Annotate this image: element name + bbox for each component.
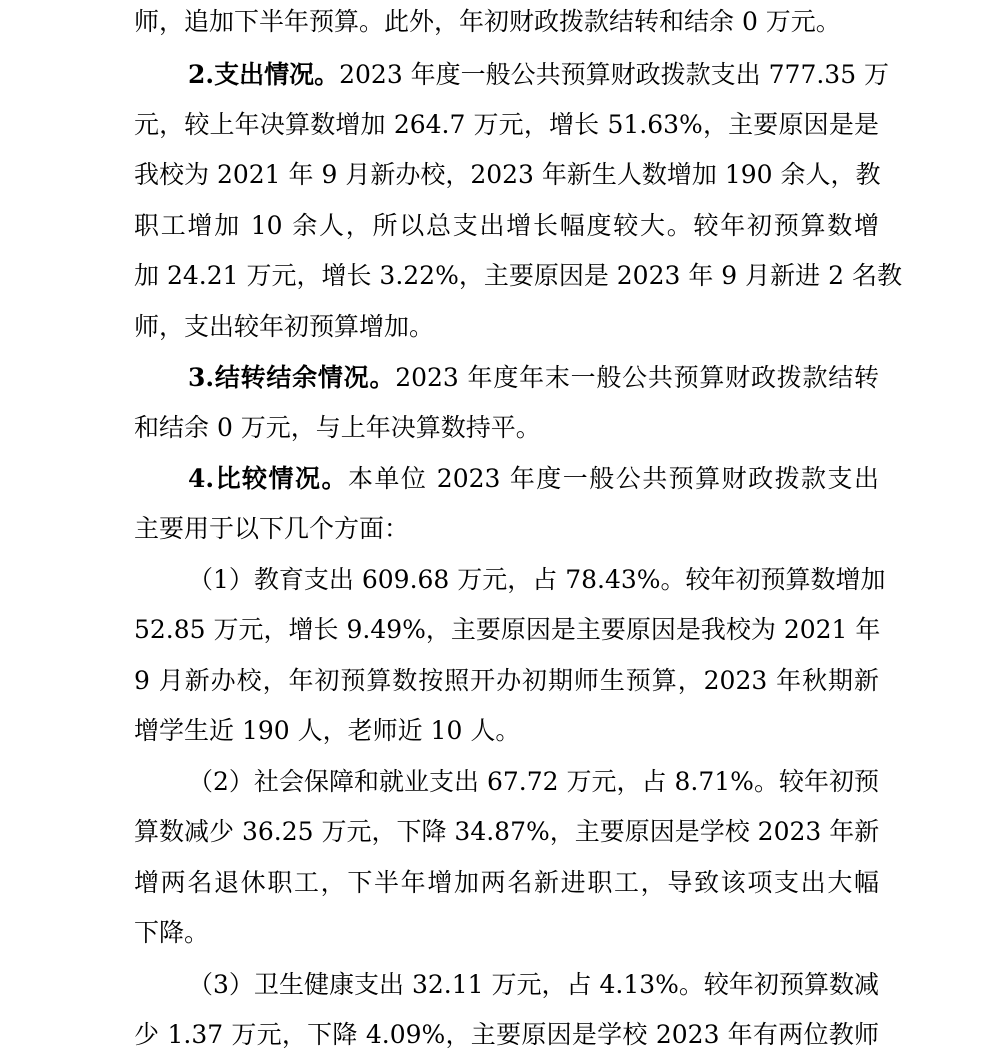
paragraph-line bbox=[134, 716, 520, 746]
line-text: 9 月新办校，年初预算数按照开办初期师生预算，2023 年秋期新 bbox=[134, 666, 879, 695]
line-text: 我校为 2021 年 9 月新办校，2023 年新生人数增加 190 余人，教 bbox=[134, 160, 881, 189]
paragraph-line bbox=[188, 767, 879, 797]
line-text: 职工增加 10 余人，所以总支出增长幅度较大。较年初预算数增 bbox=[134, 211, 879, 240]
paragraph-line bbox=[134, 413, 541, 443]
paragraph-line bbox=[134, 7, 841, 37]
paragraph-line bbox=[188, 363, 879, 393]
paragraph-line bbox=[134, 160, 879, 190]
line-text: 和结余 0 万元，与上年决算数持平。 bbox=[134, 413, 541, 442]
section-heading: 4.比较情况。 bbox=[188, 464, 348, 493]
line-text: 师，追加下半年预算。此外，年初财政拨款结转和结余 0 万元。 bbox=[134, 7, 841, 36]
line-text: 算数减少 36.25 万元，下降 34.87%，主要原因是学校 2023 年新 bbox=[134, 817, 880, 846]
paragraph-line bbox=[188, 970, 879, 1000]
line-text: 主要用于以下几个方面： bbox=[134, 514, 410, 543]
line-text: 加 24.21 万元，增长 3.22%，主要原因是 2023 年 9 月新进 2 名教 bbox=[134, 261, 902, 290]
line-text: 增两名退休职工，下半年增加两名新进职工，导致该项支出大幅 bbox=[134, 868, 879, 897]
paragraph-line bbox=[134, 1020, 879, 1050]
paragraph-line bbox=[188, 565, 886, 595]
line-text: 52.85 万元，增长 9.49%，主要原因是主要原因是我校为 2021 年 bbox=[134, 615, 881, 644]
line-text: （1）教育支出 609.68 万元，占 78.43%。较年初预算数增加 bbox=[188, 565, 886, 594]
paragraph-line bbox=[134, 211, 879, 241]
line-text: 2023 年度年末一般公共预算财政拨款结转 bbox=[395, 363, 879, 392]
paragraph-line bbox=[188, 464, 879, 494]
paragraph-line bbox=[134, 615, 879, 645]
paragraph-line bbox=[134, 666, 879, 696]
section-heading: 3.结转结余情况。 bbox=[188, 363, 396, 392]
line-text: 师，支出较年初预算增加。 bbox=[134, 312, 435, 341]
paragraph-line bbox=[134, 817, 879, 847]
line-text: （3）卫生健康支出 32.11 万元，占 4.13%。较年初预算数减 bbox=[188, 970, 879, 999]
paragraph-line bbox=[134, 110, 879, 140]
line-text: 少 1.37 万元，下降 4.09%，主要原因是学校 2023 年有两位教师 bbox=[134, 1020, 879, 1049]
paragraph-line bbox=[134, 918, 209, 948]
line-text: 下降。 bbox=[134, 918, 210, 947]
line-text: 本单位 2023 年度一般公共预算财政拨款支出 bbox=[347, 464, 879, 493]
paragraph-line bbox=[188, 60, 890, 90]
paragraph-line bbox=[134, 312, 434, 342]
paragraph-line bbox=[134, 261, 902, 291]
line-text: 增学生近 190 人，老师近 10 人。 bbox=[134, 716, 521, 745]
section-heading: 2.支出情况。 bbox=[188, 60, 340, 89]
paragraph-line bbox=[134, 514, 409, 544]
paragraph-line bbox=[134, 868, 879, 898]
line-text: 元，较上年决算数增加 264.7 万元，增长 51.63%，主要原因是是 bbox=[134, 110, 879, 139]
line-text: 2023 年度一般公共预算财政拨款支出 777.35 万 bbox=[339, 60, 890, 89]
line-text: （2）社会保障和就业支出 67.72 万元，占 8.71%。较年初预 bbox=[188, 767, 879, 796]
